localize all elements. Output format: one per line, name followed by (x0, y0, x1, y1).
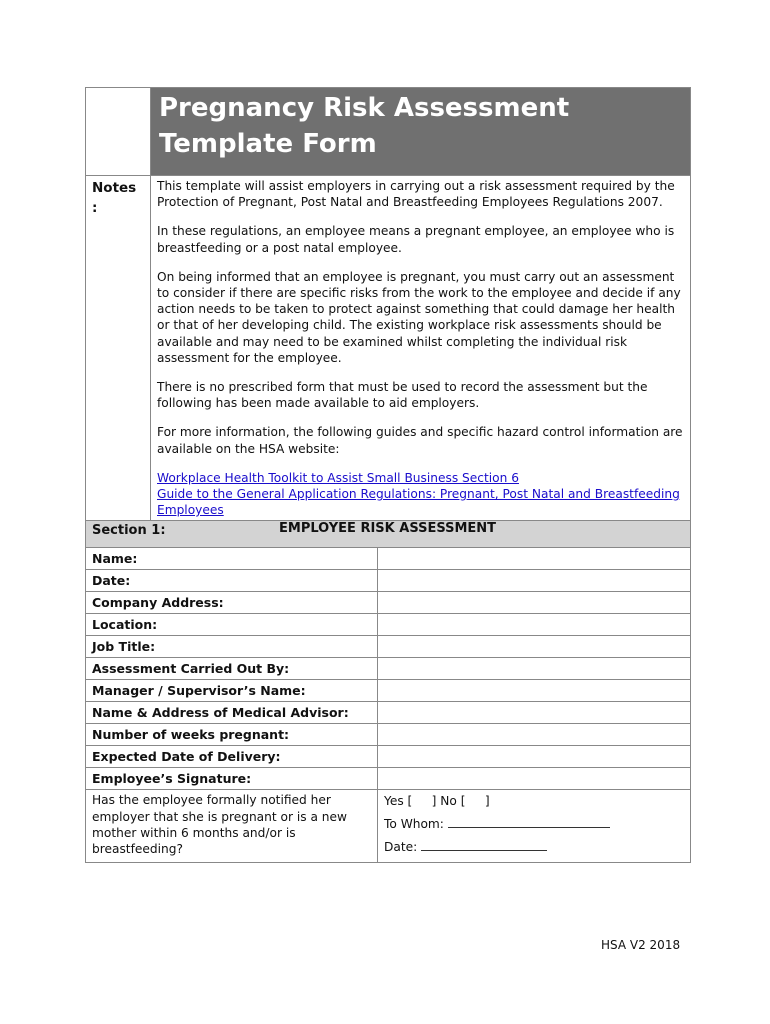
manager-value-cell[interactable] (378, 680, 691, 702)
assessment-by-value-cell[interactable] (378, 658, 691, 680)
location-value-cell[interactable] (378, 614, 691, 636)
field-label: Name & Address of Medical Advisor: (86, 702, 378, 724)
date-line (384, 836, 684, 859)
weeks-pregnant-value-cell[interactable] (378, 724, 691, 746)
notes-paragraph: On being informed that an employee is pregnant, you must carry out an assessment to consider if there are specific risks from the work to the employee and decide if any action needs to be taken to protect against something that could damage her health or that of her developing child. The existing workplace risk assessments should be available and may need to be examined whilst completing the individual risk assessment for the employee. (157, 269, 681, 365)
field-label: Expected Date of Delivery: (86, 746, 378, 768)
field-row-date (86, 570, 691, 592)
notification-question: Has the employee formally notified her employer that she is pregnant or is a new mother within 6 months and/or is breastfeeding? (86, 790, 378, 863)
notes-label: Notes : (86, 176, 151, 521)
field-label: Job Title: (86, 636, 378, 658)
field-row-name (86, 548, 691, 570)
name-value-cell[interactable] (378, 548, 691, 570)
regulations-guide-link[interactable]: Guide to the General Application Regulations: Pregnant, Post Natal and Breastfeeding Employees (157, 487, 680, 518)
section-header (86, 521, 691, 548)
title-cell (151, 88, 691, 176)
to-whom-input[interactable] (448, 815, 610, 828)
field-row-company-address (86, 592, 691, 614)
date-label: Date: (384, 840, 418, 855)
job-title-value-cell[interactable] (378, 636, 691, 658)
toolkit-link[interactable]: Workplace Health Toolkit to Assist Small Business Section 6 (157, 470, 519, 485)
to-whom-line (384, 813, 684, 836)
medical-advisor-value-cell[interactable] (378, 702, 691, 724)
field-row-signature (86, 768, 691, 790)
to-whom-label: To Whom: (384, 817, 444, 832)
field-row-medical-advisor (86, 702, 691, 724)
assessment-table (85, 87, 691, 863)
notification-question-row (86, 790, 691, 863)
field-row-job-title (86, 636, 691, 658)
signature-value-cell[interactable] (378, 768, 691, 790)
field-label: Manager / Supervisor’s Name: (86, 680, 378, 702)
notes-paragraph: This template will assist employers in carrying out a risk assessment required by the Protection of Pregnant, Post Natal and Breastfeeding Employees Regulations 2007. (157, 179, 675, 210)
footer-version: HSA V2 2018 (601, 938, 681, 952)
section-label: Section 1: (92, 523, 166, 539)
notification-answer-cell (378, 790, 691, 863)
section-title: EMPLOYEE RISK ASSESSMENT (279, 521, 497, 537)
field-label: Number of weeks pregnant: (86, 724, 378, 746)
company-address-value-cell[interactable] (378, 592, 691, 614)
field-label: Date: (86, 570, 378, 592)
form-page (85, 87, 690, 863)
field-row-assessment-by (86, 658, 691, 680)
form-title-line2: Template Form (159, 129, 377, 159)
field-label: Location: (86, 614, 378, 636)
field-row-manager (86, 680, 691, 702)
field-label: Assessment Carried Out By: (86, 658, 378, 680)
delivery-date-value-cell[interactable] (378, 746, 691, 768)
date-input[interactable] (421, 838, 547, 851)
field-row-weeks-pregnant (86, 724, 691, 746)
field-row-delivery-date (86, 746, 691, 768)
yes-no-checkboxes[interactable]: Yes [ ] No [ ] (384, 794, 490, 809)
notes-body (151, 176, 691, 521)
form-title-line1: Pregnancy Risk Assessment (159, 93, 570, 123)
field-label: Name: (86, 548, 378, 570)
notes-paragraph: In these regulations, an employee means a pregnant employee, an employee who is breastfeeding or a post natal employee. (157, 224, 675, 255)
hsa-links (157, 470, 684, 519)
date-value-cell[interactable] (378, 570, 691, 592)
field-label: Company Address: (86, 592, 378, 614)
title-spacer-cell (86, 88, 151, 176)
field-label: Employee’s Signature: (86, 768, 378, 790)
notes-paragraph: There is no prescribed form that must be used to record the assessment but the following has been made available to aid employers. (157, 380, 648, 411)
notes-paragraph: For more information, the following guides and specific hazard control information are available on the HSA website: (157, 425, 683, 456)
field-row-location (86, 614, 691, 636)
